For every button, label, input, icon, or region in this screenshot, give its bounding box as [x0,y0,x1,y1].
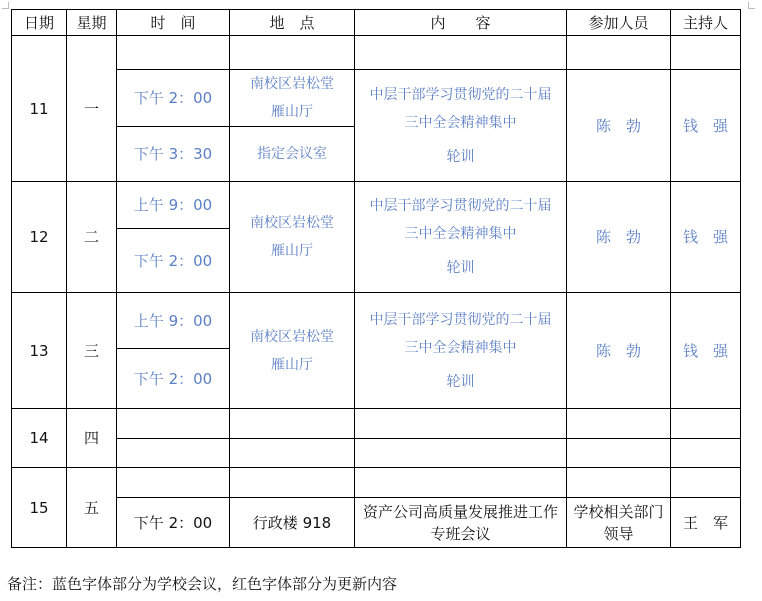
place-line: 雁山厅 [271,104,313,120]
corner-mark-right [748,2,755,9]
table-row [12,439,741,468]
attendees-cell: 陈 勃 [567,182,671,293]
date-cell: 14 [12,409,67,468]
empty-cell [355,468,567,498]
content-line: 三中全会精神集中 [404,339,517,356]
weekday-cell: 五 [67,468,117,548]
table-row [12,70,741,127]
empty-cell [671,409,741,439]
weekly-schedule-table [11,9,741,548]
corner-mark-left [2,2,9,9]
content-line: 三中全会精神集中 [404,114,517,131]
empty-cell [567,36,671,70]
header-place: 地 点 [230,10,355,36]
header-content: 内 容 [355,10,567,36]
table-row [12,498,741,548]
empty-cell [671,468,741,498]
date-cell: 13 [12,293,67,409]
content-cell [355,182,567,293]
empty-cell [567,468,671,498]
time-cell: 下午 2：00 [117,349,230,409]
content-line: 中层干部学习贯彻党的二十届 [369,311,552,328]
place-line: 雁山厅 [271,356,313,373]
time-cell: 下午 2：00 [117,498,230,548]
place-cell [230,293,355,409]
empty-cell [117,439,230,468]
empty-cell [355,439,567,468]
table-row [12,468,741,498]
place-line: 南校区岩松堂 [250,76,334,92]
footnote: 备注：蓝色字体部分为学校会议，红色字体部分为更新内容 [7,575,398,593]
place-line: 南校区岩松堂 [250,328,334,345]
content-cell: 资产公司高质量发展推进工作专班会议 [355,498,567,548]
host-cell: 钱 强 [671,293,741,409]
time-cell: 上午 9：00 [117,293,230,349]
date-cell: 15 [12,468,67,548]
table-row [12,36,741,70]
place-cell: 行政楼 918 [230,498,355,548]
header-attendees: 参加人员 [567,10,671,36]
weekday-cell: 四 [67,409,117,468]
place-line: 雁山厅 [271,243,313,259]
content-line: 三中全会精神集中 [404,226,517,242]
time-cell: 下午 3：30 [117,127,230,182]
host-cell: 钱 强 [671,70,741,182]
time-cell: 下午 2：00 [117,70,230,127]
attendees-cell: 陈 勃 [567,293,671,409]
empty-cell [117,409,230,439]
time-cell: 下午 2：00 [117,229,230,293]
content-cell [355,70,567,182]
table-row [12,182,741,229]
empty-cell [355,409,567,439]
place-line: 南校区岩松堂 [250,215,334,231]
place-cell [230,182,355,293]
host-cell: 钱 强 [671,182,741,293]
header-time: 时 间 [117,10,230,36]
weekday-cell: 三 [67,293,117,409]
attendees-cell: 陈 勃 [567,70,671,182]
empty-cell [230,36,355,70]
weekday-cell: 一 [67,36,117,182]
header-date: 日期 [12,10,67,36]
content-line: 轮训 [446,260,475,276]
empty-cell [567,439,671,468]
empty-cell [230,439,355,468]
empty-cell [671,439,741,468]
header-host: 主持人 [671,10,741,36]
place-cell [230,70,355,127]
content-line: 中层干部学习贯彻党的二十届 [369,86,552,103]
content-line: 轮训 [446,148,475,165]
host-cell: 王 军 [671,498,741,548]
header-row [12,10,741,36]
empty-cell [567,409,671,439]
place-cell: 指定会议室 [230,127,355,182]
table-row [12,409,741,439]
empty-cell [230,409,355,439]
empty-cell [230,468,355,498]
empty-cell [671,36,741,70]
header-weekday: 星期 [67,10,117,36]
weekday-cell: 二 [67,182,117,293]
attendees-cell: 学校相关部门领导 [567,498,671,548]
empty-cell [355,36,567,70]
content-line: 中层干部学习贯彻党的二十届 [369,198,552,214]
date-cell: 12 [12,182,67,293]
empty-cell [117,468,230,498]
content-cell [355,293,567,409]
empty-cell [117,36,230,70]
content-line: 轮训 [446,373,475,390]
date-cell: 11 [12,36,67,182]
table-row [12,293,741,349]
time-cell: 上午 9：00 [117,182,230,229]
